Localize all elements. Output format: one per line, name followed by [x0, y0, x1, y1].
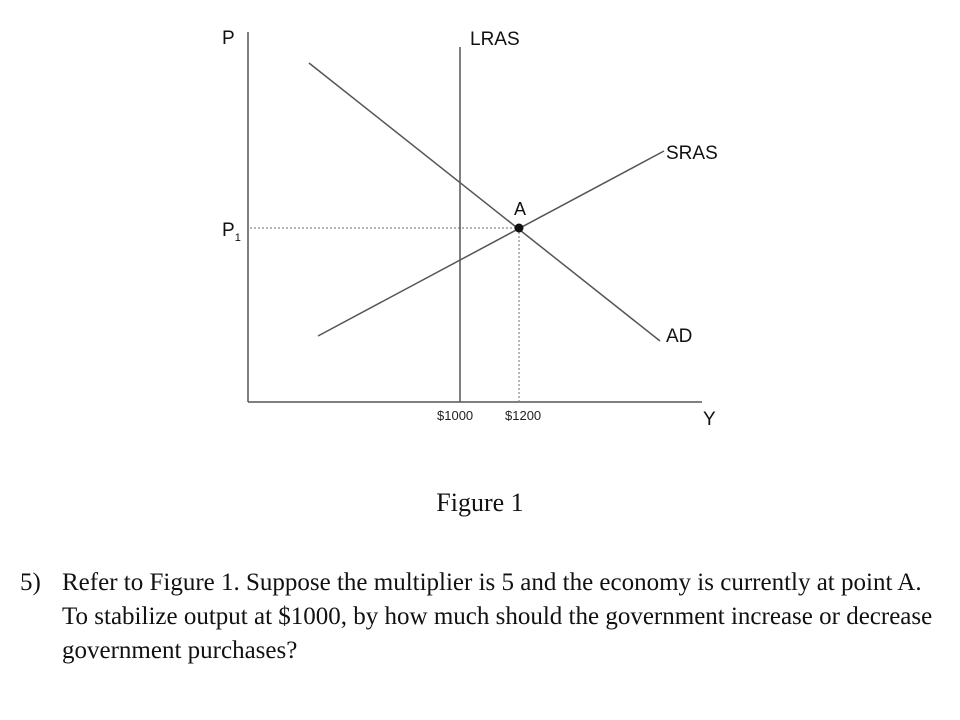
tick-label-1200: $1200: [505, 408, 542, 423]
p1-main-label: P: [222, 220, 235, 241]
p1-label: [222, 220, 241, 244]
p1-subscript: 1: [234, 232, 241, 244]
question-number: 5): [20, 569, 41, 596]
point-a-marker: [515, 224, 524, 233]
question-text: Refer to Figure 1. Suppose the multiplier is 5 and the economy is currently at point A. To stabilize output at $1000, by how much should the government increase or decrease government purchases?: [62, 569, 933, 664]
sras-curve: [318, 151, 664, 336]
tick-label-1000: $1000: [437, 408, 474, 423]
figure-caption: Figure 1: [436, 488, 524, 517]
point-a-label: A: [514, 199, 527, 219]
question-block: [20, 566, 940, 668]
sras-label: SRAS: [666, 143, 718, 164]
y-axis-label: P: [222, 28, 235, 49]
lras-label: LRAS: [470, 29, 520, 50]
ad-curve: [309, 63, 660, 341]
ad-label: AD: [666, 326, 693, 347]
x-axis-label: Y: [703, 409, 716, 430]
